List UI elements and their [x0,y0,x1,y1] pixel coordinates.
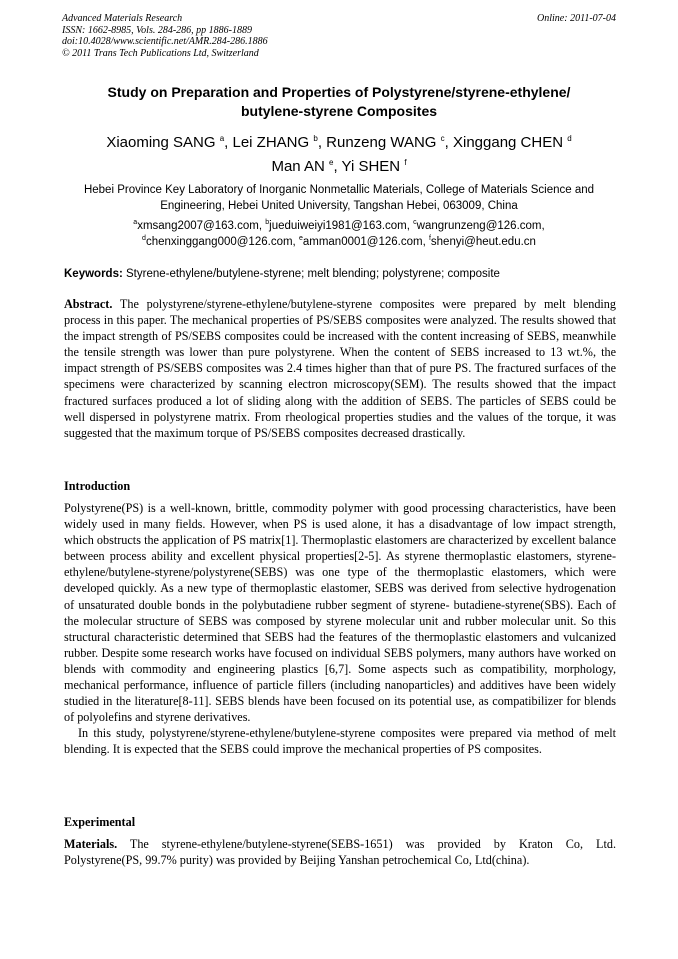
email-link[interactable]: shenyi@heut.edu.cn [430,236,536,248]
keywords-label: Keywords: [64,268,123,280]
materials-label: Materials. [64,837,118,851]
title-line-2: butylene-styrene Composites [240,103,438,119]
author-name: Lei ZHANG [232,134,310,151]
introduction-paragraph-2: In this study, polystyrene/styrene-ethylene/butylene-styrene composites were prepared via method of melt blending. It is expected that the SEBS could improve the mechanical properties of PS composites. [64,726,616,757]
affiliation-line-1: Hebei Province Key Laboratory of Inorganic Nonmetallic Materials, College of Materials Science and [83,184,595,196]
keywords [64,267,619,282]
email-mark: d [142,235,146,242]
abstract-label: Abstract. [64,297,113,311]
author-mark: f [404,158,407,167]
author-mark: e [328,158,334,167]
email-link[interactable]: jueduiweiyi1981@163.com [269,220,407,232]
email-link[interactable]: chenxinggang000@126.com [145,236,293,248]
title-line-1: Study on Preparation and Properties of Polystyrene/styrene-ethylene/ [107,84,571,100]
introduction-body [64,500,616,758]
author-mark: c [440,134,445,143]
author-mark: a [219,134,225,143]
section-heading-experimental: Experimental [64,815,136,829]
emails-line-2: $^d$chenxinggang000@126.com, $^e$amman0001@126.com, $^f$shenyi@heut.edu.cn [142,235,536,248]
online-date: Online: 2011-07-04 [537,13,616,24]
section-heading-introduction: Introduction [64,479,131,493]
authors-line-1: Xiaoming SANG $^a$, Lei ZHANG $^b$, Runzeng WANG $^c$, Xinggang CHEN $^d$ [106,134,572,151]
email-mark: e [298,235,303,242]
authors-line-2: Man AN $^e$, Yi SHEN $^f$ [271,158,407,175]
abstract [64,296,616,441]
affiliation-line-2: Engineering, Hebei United University, Tangshan Hebei, 063009, China [160,200,518,212]
author-mark: d [567,134,572,143]
email-mark: c [413,219,417,226]
abstract-text: The polystyrene/styrene-ethylene/butylene-styrene composites were prepared by melt blending process in this paper. The mechanical properties of PS/SEBS composites were analyzed. The results showed that the impact strength of PS/SEBS composites could be increased with the content increasing of SEBS, meanwhile the tensile strength was lower than pure polystyrene. When the content of SEBS increased to 13 wt.%, the impact strength of PS/SEBS composites was 2.4 times higher than that of pure PS. The fractured surfaces of the specimens were characterized by scanning electron microscopy(SEM). The results showed that the impact fractured surfaces produced a lot of sliding along with the addition of SEBS. The particles of SEBS could be well dispersed in polystyrene matrix. From rheological properties studies and the values of the torque, it was suggested that the maximum torque of PS/SEBS composites decreased drastically. [64,297,616,440]
email-mark: a [133,219,138,226]
email-link[interactable]: xmsang2007@163.com [137,220,259,232]
doi-line[interactable]: doi:10.4028/www.scientific.net/AMR.284-286.1886 [62,36,268,47]
author-name: Xinggang CHEN [453,134,564,151]
paper-title [50,83,628,121]
email-link[interactable]: wangrunzeng@126.com [416,220,542,232]
email-mark: f [428,235,431,242]
email-list [50,218,628,250]
keywords-text: Styrene-ethylene/butylene-styrene; melt blending; polystyrene; composite [126,268,500,280]
emails-line-1: $^a$xmsang2007@163.com, $^b$jueduiweiyi1981@163.com, $^c$wangrunzeng@126.com, [133,219,545,232]
email-link[interactable]: amman0001@126.com [302,236,423,248]
author-name: Runzeng WANG [326,134,437,151]
journal-name: Advanced Materials Research [62,13,183,24]
author-mark: b [313,134,318,143]
author-list [40,131,638,179]
introduction-paragraph-1: Polystyrene(PS) is a well-known, brittle, commodity polymer with good processing characteristics, have been widely used in many fields. However, when PS is used alone, it has a disadvantage of low impact strength, which obstructs the application of PS matrix[1]. Thermoplastic elastomers are characterized by excellent balance between process ability and excellent physical properties[2-5]. As styrene thermoplastic elastomers, styrene- ethylene/butylene-styrene/polystyrene(SEBS) was one type of the thermoplastic elastomers, which were developed quickly. As a new type of thermoplastic elastomer, SEBS was derived from selective hydrogenation of unsaturated double bonds in the polybutadiene rubber segment of styrene- butadiene-styrene(SBS). Each of the molecular structure of SEBS was composed by styrene molecular unit and rubber molecular unit. So this structural characteristic determined that SEBS had the features of the thermoplastic elastomers and vulcanized rubber. Despite some research works have focused on individual SEBS polymers, many authors have worked on blends with commodity and engineering plastics [6,7]. Some aspects such as compatibility, morphology, mechanical performance, influence of particle fillers (including nanoparticles) and additives have been widely studied in the literature[8-11]. SEBS blends have been focused on its potential use, as compatibilizer for blends of polyolefins and styrene derivatives. [64,501,616,725]
materials-paragraph [64,836,616,868]
email-mark: b [265,219,270,226]
issn-line: ISSN: 1662-8985, Vols. 284-286, pp 1886-1889 [62,24,252,36]
journal-header [62,13,616,59]
materials-text: The styrene-ethylene/butylene-styrene(SEBS-1651) was provided by Kraton Co, Ltd. Polystyrene(PS, 99.7% purity) was provided by Beijing Yanshan petrochemical Co, Ltd(china). [64,837,616,868]
author-name: Yi SHEN [341,158,401,175]
author-name: Man AN [271,158,325,175]
affiliation [50,182,628,214]
author-name: Xiaoming SANG [106,134,216,151]
copyright-line: © 2011 Trans Tech Publications Ltd, Switzerland [62,47,259,59]
